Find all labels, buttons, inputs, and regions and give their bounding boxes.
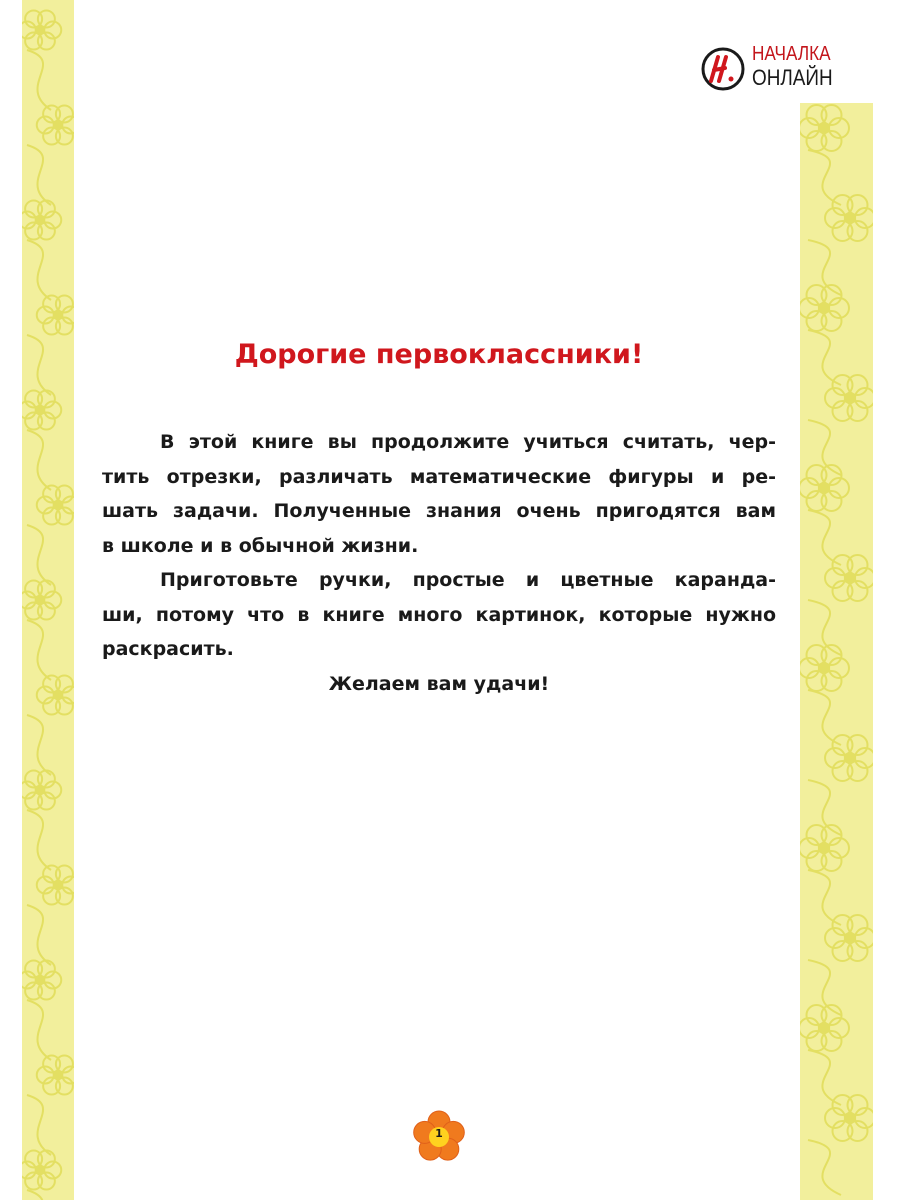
swirl-ornament [27,335,51,395]
swirl-ornament [808,1140,841,1195]
flower-ornament [37,485,74,524]
flower-ornament [22,1150,61,1189]
swirl-ornament [27,145,51,205]
logo-text-top: НАЧАЛКА [752,43,831,65]
right-floral-border [800,103,873,1200]
flower-ornament [825,375,873,421]
text-line: В этой книге вы продолжите учиться считать, чер- [160,431,776,453]
flower-ornament [825,195,873,241]
swirl-ornament [27,525,51,585]
page-number: 1 [435,1127,443,1140]
swirl-ornament [27,240,51,300]
flower-ornament [800,105,849,151]
flower-ornament [22,580,61,619]
flower-ornament [800,465,849,511]
flower-ornament [800,825,849,871]
flower-ornament [37,105,74,144]
text-line: шать задачи. Полученные знания очень пригодятся вам [102,500,776,522]
publisher-logo [699,41,839,91]
flower-ornament [825,735,873,781]
swirl-ornament [27,810,51,870]
swirl-ornament [27,430,51,490]
swirl-ornament [27,905,51,965]
letter-h-circle-icon [699,45,747,93]
flower-ornament [800,285,849,331]
flower-ornament [825,555,873,601]
swirl-ornament [27,50,51,110]
flower-ornament [22,200,61,239]
flower-ornament [22,390,61,429]
text-line: раскрасить. [102,638,234,660]
flower-ornament [22,960,61,999]
swirl-ornament [27,1190,51,1200]
flower-ornament [800,1005,849,1051]
flower-ornament [825,915,873,961]
swirl-ornament [27,1095,51,1155]
text-line: ши, потому что в книге много картинок, которые нужно [102,603,776,626]
flower-ornament [825,1095,873,1141]
flower-ornament [37,675,74,714]
flower-ornament [37,295,74,334]
right-floral-pattern [800,103,873,1200]
text-line: Приготовьте ручки, простые и цветные каранда- [160,569,776,591]
text-line: в школе и в обычной жизни. [102,534,419,557]
swirl-ornament [27,1000,51,1060]
closing-wish: Желаем вам удачи! [328,672,550,695]
flower-ornament [37,865,74,904]
swirl-ornament [27,715,51,775]
swirl-ornament [27,620,51,680]
flower-ornament [800,645,849,691]
flower-ornament [37,1055,74,1094]
intro-text [102,425,776,701]
left-floral-pattern [22,0,74,1200]
left-floral-border [22,0,74,1200]
page-heading: Дорогие первоклассники! [234,339,644,370]
flower-ornament [22,770,61,809]
flower-ornament [22,10,61,49]
text-line: тить отрезки, различать математические фигуры и ре- [102,465,776,488]
page-number-badge [412,1110,466,1164]
logo-text-bottom: ОНЛАЙН [752,65,833,90]
